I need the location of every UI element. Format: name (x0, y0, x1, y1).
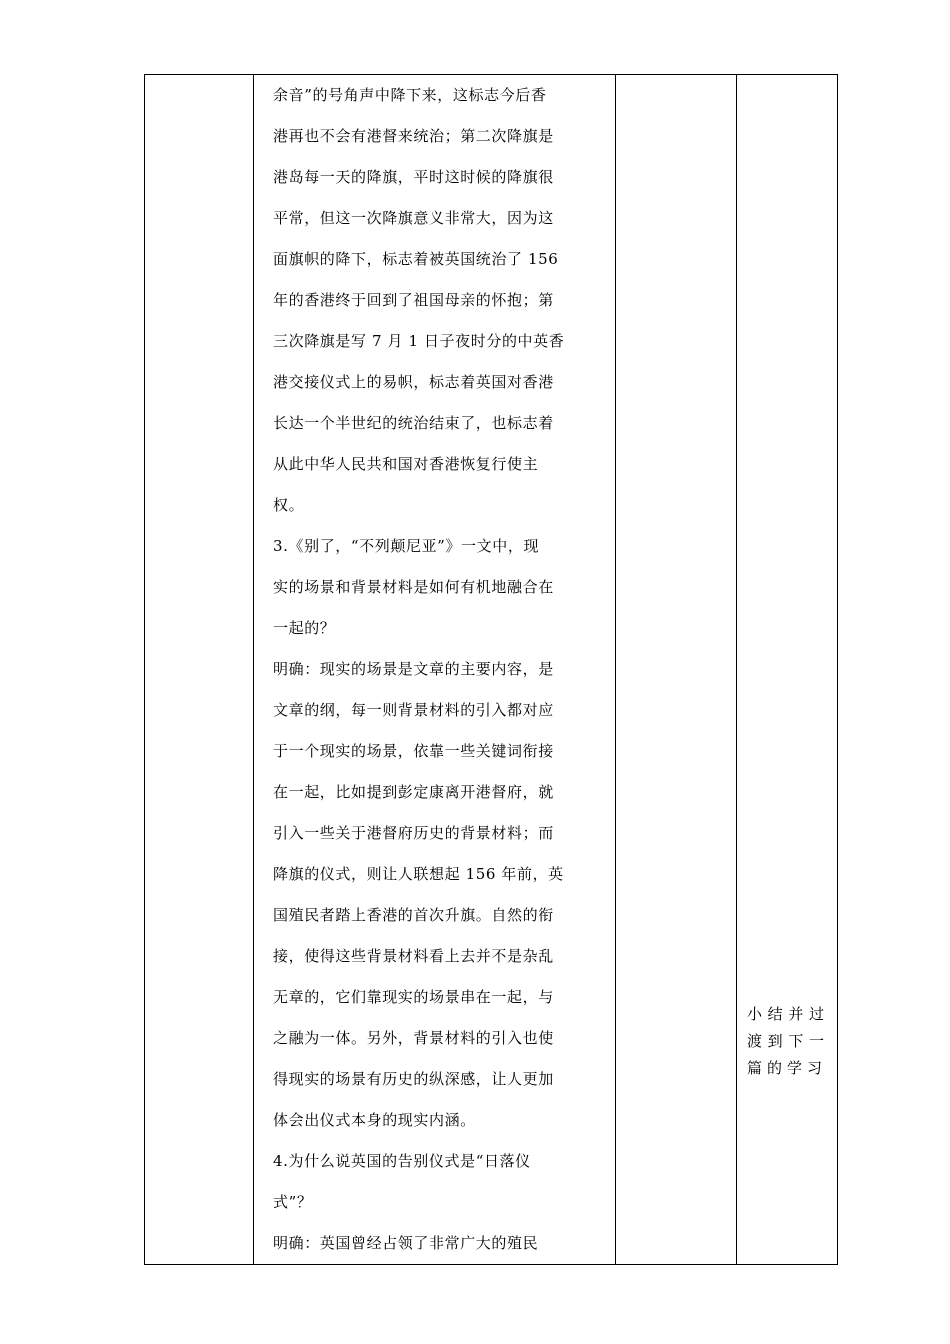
content-line: 港再也不会有港督来统治；第二次降旗是 (273, 127, 554, 145)
content-line: 降旗的仪式，则让人联想起 156 年前，英 (273, 865, 564, 883)
content-line: 实的场景和背景材料是如何有机地融合在 (273, 578, 554, 596)
content-line: 体会出仪式本身的现实内涵。 (273, 1111, 476, 1129)
content-line: 文章的纲，每一则背景材料的引入都对应 (273, 701, 554, 719)
content-line: 从此中华人民共和国对香港恢复行使主 (273, 455, 539, 473)
content-line: 年的香港终于回到了祖国母亲的怀抱；第 (273, 291, 554, 309)
content-line: 引入一些关于港督府历史的背景材料；而 (273, 824, 554, 842)
content-line: 余音”的号角声中降下来，这标志今后香 (273, 86, 547, 104)
teaching-content (273, 75, 607, 1264)
content-line: 长达一个半世纪的统治结束了，也标志着 (273, 414, 554, 432)
content-line: 接，使得这些背景材料看上去并不是杂乱 (273, 947, 554, 965)
content-line: 式”？ (273, 1193, 313, 1211)
content-line: 3.《别了，“不列颠尼亚”》一文中，现 (273, 537, 540, 555)
content-line: 一起的？ (273, 619, 336, 637)
content-line: 于一个现实的场景，依靠一些关键词衔接 (273, 742, 554, 760)
lesson-plan-table (144, 74, 838, 1265)
content-line: 明确：英国曾经占领了非常广大的殖民 (273, 1234, 539, 1252)
content-line: 在一起，比如提到彭定康离开港督府，就 (273, 783, 554, 801)
content-line: 国殖民者踏上香港的首次升旗。自然的衔 (273, 906, 554, 924)
content-line: 无章的，它们靠现实的场景串在一起，与 (273, 988, 554, 1006)
design-intent-cell (737, 75, 838, 1265)
content-line: 得现实的场景有历史的纵深感，让人更加 (273, 1070, 554, 1088)
content-line: 平常，但这一次降旗意义非常大，因为这 (273, 209, 554, 227)
table-row (145, 75, 838, 1265)
content-line: 明确：现实的场景是文章的主要内容，是 (273, 660, 554, 678)
content-line: 面旗帜的降下，标志着被英国统治了 156 (273, 250, 559, 268)
content-line: 权。 (273, 496, 305, 514)
content-line: 之融为一体。另外，背景材料的引入也使 (273, 1029, 554, 1047)
side-note: 小结并过渡到下一篇的学习 (747, 1005, 829, 1077)
content-line: 三次降旗是写 7 月 1 日子夜时分的中英香 (273, 332, 565, 350)
teaching-content-cell (254, 75, 616, 1265)
blank-column-1 (145, 75, 254, 1265)
content-line: 港岛每一天的降旗，平时这时候的降旗很 (273, 168, 554, 186)
blank-column-3 (616, 75, 737, 1265)
content-line: 港交接仪式上的易帜，标志着英国对香港 (273, 373, 554, 391)
content-line: 4.为什么说英国的告别仪式是“日落仪 (273, 1152, 531, 1170)
